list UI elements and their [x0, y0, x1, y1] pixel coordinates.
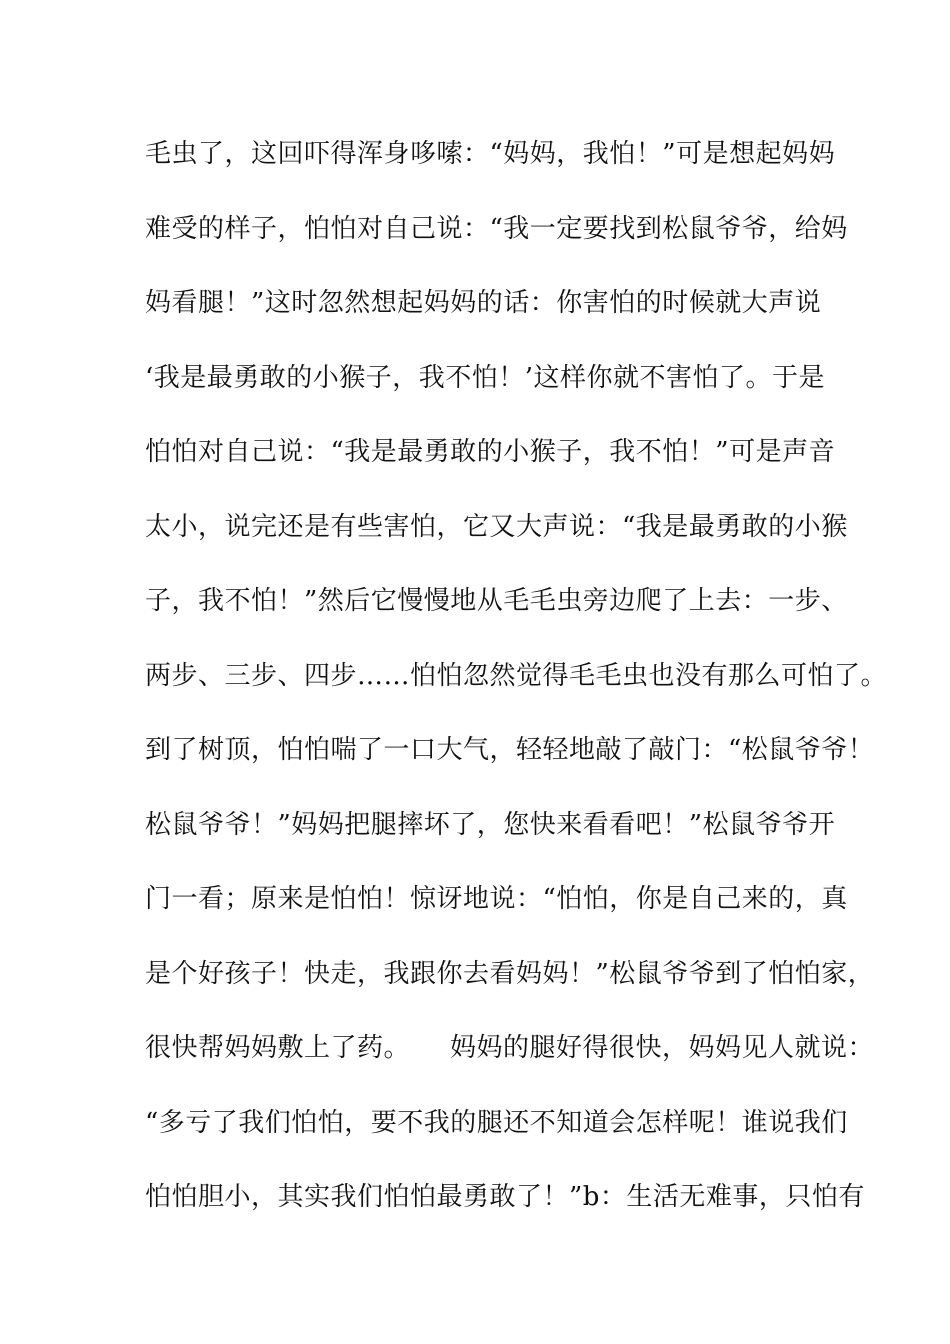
text-line-15: 怕怕胆小，其实我们怕怕最勇敢了！”b：生活无难事，只怕有 [145, 1182, 865, 1212]
text-line-14: “多亏了我们怕怕，要不我的腿还不知道会怎样呢！谁说我们 [145, 1107, 848, 1138]
text-line-12: 是个好孩子！快走，我跟你去看妈妈！”松鼠爷爷到了怕怕家， [145, 958, 875, 989]
text-line-13: 很快帮妈妈敷上了药。 妈妈的腿好得很快，妈妈见人就说： [145, 1033, 875, 1063]
text-line-6: 太小，说完还是有些害怕，它又大声说：“我是最勇敢的小猴 [145, 511, 848, 542]
body-text [145, 126, 888, 1244]
text-line-1: 毛虫了，这回吓得浑身哆嗦：“妈妈，我怕！”可是想起妈妈 [145, 139, 836, 169]
text-line-7: 子，我不怕！”然后它慢慢地从毛毛虫旁边爬了上去：一步、 [145, 586, 848, 616]
text-line-9: 到了树顶，怕怕喘了一口大气，轻轻地敲了敲门：“松鼠爷爷！ [145, 735, 875, 765]
text-line-5: 怕怕对自己说：“我是最勇敢的小猴子，我不怕！”可是声音 [145, 437, 836, 467]
text-line-3: 妈看腿！”这时忽然想起妈妈的话：你害怕的时候就大声说 [145, 288, 822, 318]
text-line-10: 松鼠爷爷！”妈妈把腿摔坏了，您快来看看吧！”松鼠爷爷开 [145, 809, 836, 840]
text-line-4: ‘我是最勇敢的小猴子，我不怕！’这样你就不害怕了。于是 [145, 362, 826, 393]
text-line-8: 两步、三步、四步……怕怕忽然觉得毛毛虫也没有那么可怕了。 [145, 660, 888, 691]
text-line-11: 门一看；原来是怕怕！惊讶地说：“怕怕，你是自己来的，真 [145, 884, 848, 914]
text-line-2: 难受的样子，怕怕对自己说：“我一定要找到松鼠爷爷，给妈 [145, 213, 848, 244]
